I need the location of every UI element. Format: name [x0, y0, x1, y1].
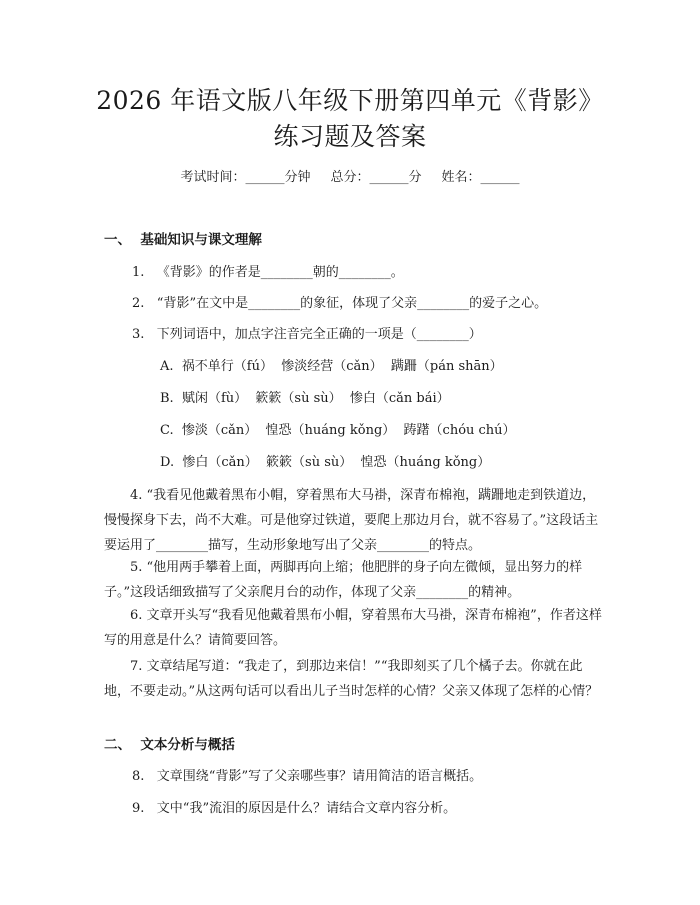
question-9: 9. 文中“我”流泪的原因是什么？请结合文章内容分析。: [132, 801, 457, 816]
option-b: B. 赋闲（fù） 簌簌（sù sù） 惨白（cǎn bái）: [160, 391, 450, 406]
section-heading-1: 一、 基础知识与课文理解: [104, 232, 262, 248]
option-d: D. 惨白（cǎn） 簌簌（sù sù） 惶恐（huáng kǒng）: [160, 455, 491, 470]
question-5: 5. “他用两手攀着上面，两脚再向上缩；他肥胖的身子向左微倾，显出努力的样子。”这段话细致描写了父亲爬月台的动作，体现了父亲________的精神。: [104, 560, 583, 600]
exam-score: 总分：______分: [330, 170, 422, 185]
question-8: 8. 文章围绕“背影”写了父亲哪些事？请用简洁的语言概括。: [132, 769, 483, 784]
section-heading-2: 二、 文本分析与概括: [104, 737, 235, 753]
question-2: 2. “背影”在文中是________的象征，体现了父亲________的爱子之心。: [132, 296, 548, 311]
question-3: 3. 下列词语中，加点字注音完全正确的一项是（________）: [132, 327, 482, 342]
page-subtitle: 练习题及答案: [273, 122, 427, 151]
exam-name: 姓名：______: [441, 170, 520, 185]
question-7: 7. 文章结尾写道：“我走了，到那边来信！”“我即刻买了几个橘子去。你就在此地，不要走动。”从这两句话可以看出儿子当时怎样的心情？父亲又体现了怎样的心情？: [104, 659, 599, 699]
exam-time: 考试时间：______分钟: [180, 170, 311, 185]
page-title: 2026 年语文版八年级下册第四单元《背影》: [96, 86, 604, 115]
question-6: 6. 文章开头写“我看见他戴着黑布小帽，穿着黑布大马褂，深青布棉袍”，作者这样写的用意是什么？请简要回答。: [104, 608, 602, 648]
question-4: 4. “我看见他戴着黑布小帽，穿着黑布大马褂，深青布棉袍，蹒跚地走到铁道边，慢慢探身下去，尚不大难。可是他穿过铁道，要爬上那边月台，就不容易了。”这段话主要运用了________描写，生动形象地写出了父亲________的特点。: [104, 488, 599, 553]
question-1: 1. 《背影》的作者是________朝的________。: [132, 265, 404, 280]
exam-meta: [0, 168, 700, 188]
option-c: C. 惨淡（cǎn） 惶恐（huáng kǒng） 踌躇（chóu chú）: [160, 423, 516, 438]
option-a: A. 祸不单行（fú） 惨淡经营（cǎn） 蹒跚（pán shān）: [160, 359, 503, 374]
